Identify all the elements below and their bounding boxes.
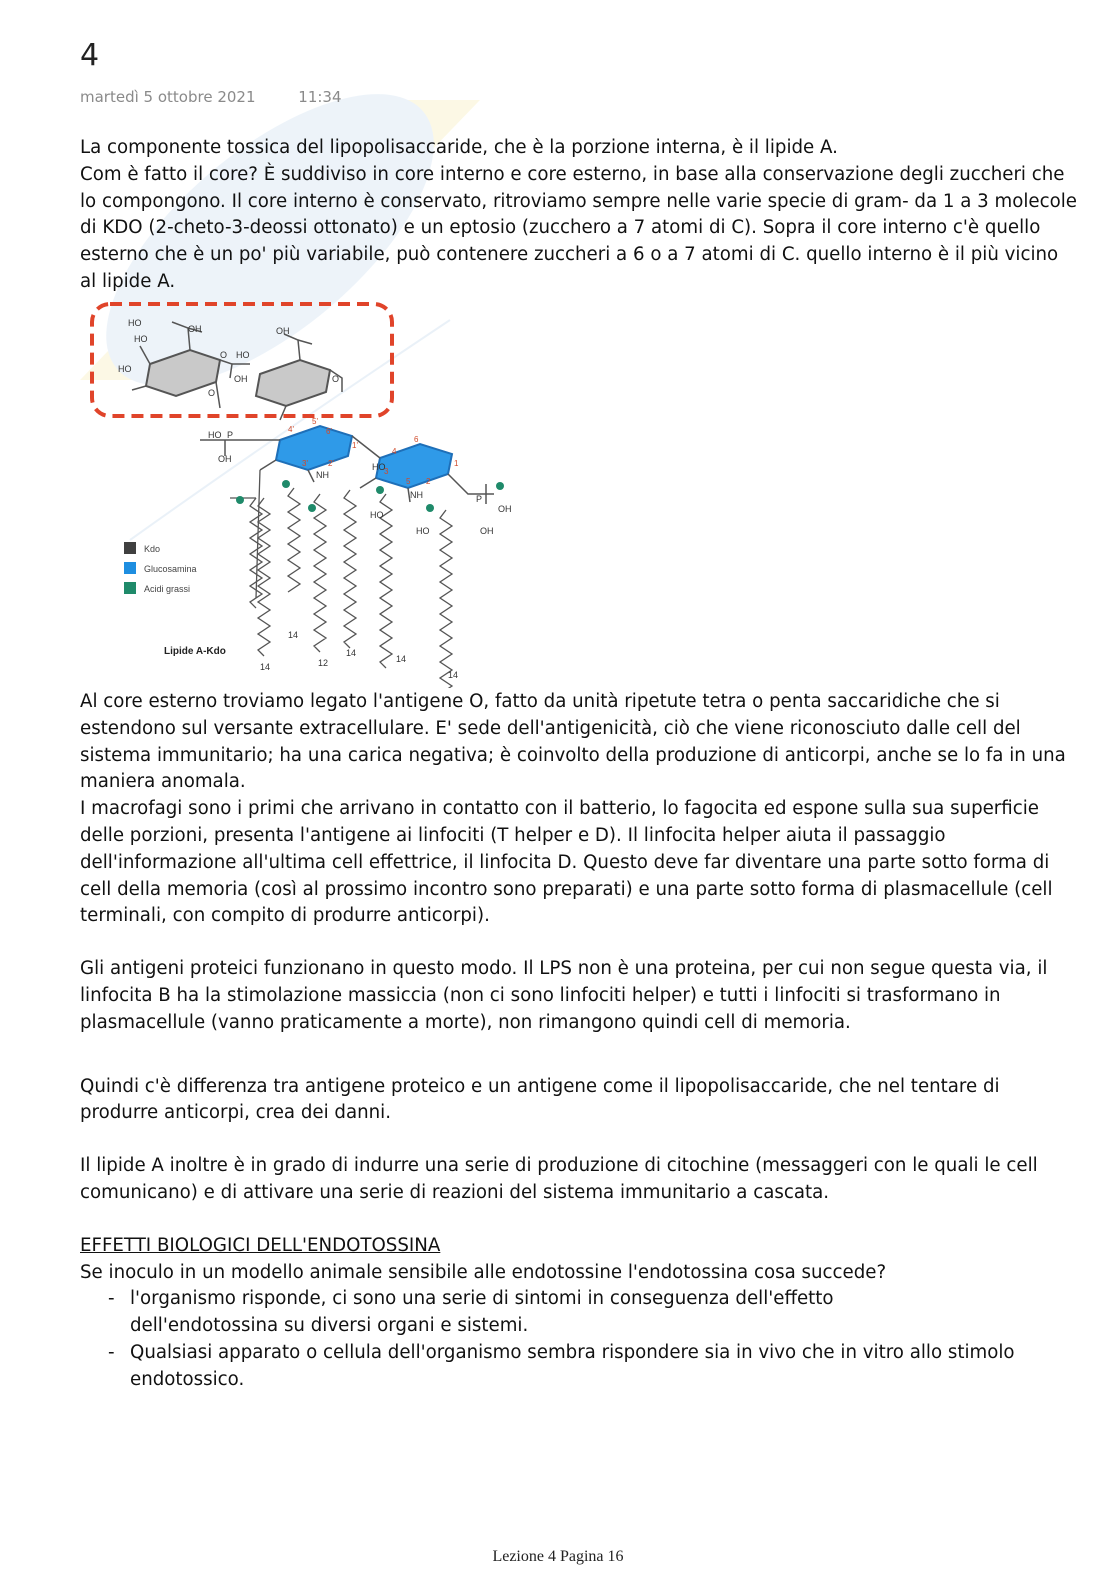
body-text	[80, 689, 1080, 1394]
atom-label: OH	[480, 526, 494, 536]
atom-label: O	[332, 374, 340, 384]
section-intro: Se inoculo in un modello animale sensibile alle endotossine l'endotossina cosa succede?	[80, 1261, 887, 1283]
atom-label: OH	[498, 504, 512, 514]
paragraph: La componente tossica del lipopolisaccaride, che è la porzione interna, è il lipide A.	[80, 137, 838, 158]
svg-text:HO: HO	[370, 510, 384, 520]
chain-length: 14	[396, 654, 407, 664]
legend-swatch	[124, 542, 136, 554]
paragraph: Il lipide A inoltre è in grado di indurre una serie di produzione di citochine (messaggeri con le quali le cell comunicano) e di attivare una serie di reazioni del sistema immunitario a cascata.	[80, 1155, 1038, 1203]
atom-label: P	[476, 494, 483, 504]
atom-label: HO	[208, 430, 222, 440]
svg-text:4: 4	[392, 447, 397, 456]
list-item: - l'organismo risponde, ci sono una serie di sintomi in conseguenza dell'effetto dell'endotossina su diversi organi e sistemi.	[80, 1286, 960, 1340]
svg-text:3: 3	[384, 467, 389, 476]
atom-label: HO	[118, 364, 132, 374]
legend-swatch	[124, 582, 136, 594]
svg-text:5: 5	[406, 477, 411, 486]
intro-text	[80, 135, 1080, 296]
chain-length: 14	[448, 670, 459, 680]
kdo-ring	[256, 360, 330, 406]
atom-label: HO	[128, 318, 142, 328]
svg-text:6: 6	[414, 435, 419, 444]
atom-label: OH	[188, 324, 202, 334]
atom-label: NH	[410, 490, 423, 500]
bullet-list	[80, 1286, 1080, 1393]
paragraph: I macrofagi sono i primi che arrivano in contatto con il batterio, lo fagocita ed espone sulla sua superficie delle porzioni, presenta l'antigene ai linfociti (T helper e D). Il linfocita helper aiuta il passaggio dell'informazione all'ultima cell effettrice, il linfocita D. Questo deve far diventare una parte sotto forma di cell della memoria (così al prossimo incontro sono preparati) e una parte sotto forma di plasmacellule (cell terminali, con compito di produrre anticorpi).	[80, 798, 1053, 927]
svg-text:1: 1	[454, 459, 459, 468]
glucosamine-ring	[376, 444, 452, 488]
date-label: martedì 5 ottobre 2021	[80, 88, 256, 106]
legend-label: Kdo	[144, 544, 161, 554]
list-item: - Qualsiasi apparato o cellula dell'organismo sembra rispondere sia in vivo che in vitro allo stimolo endotossico.	[80, 1340, 1080, 1394]
atom-label: P	[227, 430, 234, 440]
page-meta	[80, 88, 342, 106]
atom-label: HO	[236, 350, 250, 360]
chain-length: 14	[346, 648, 357, 658]
paragraph: Al core esterno troviamo legato l'antigene O, fatto da unità ripetute tetra o penta saccaridiche che si estendono sul versante extracellulare. E' sede dell'antigenicità, ciò che viene riconosciuto dalle cell del sistema immunitario; ha una carica negativa; è coinvolto della produzione di anticorpi, anche se lo fa in una maniera anomala.	[80, 691, 1066, 793]
page-footer: Lezione 4 Pagina 16	[492, 1548, 624, 1565]
lipid-a-kdo-diagram	[80, 298, 550, 688]
figure-caption: Lipide A-Kdo	[164, 646, 226, 657]
svg-text:4': 4'	[288, 425, 294, 434]
svg-text:6': 6'	[326, 427, 332, 436]
atom-label: HO	[134, 334, 148, 344]
time-label: 11:34	[298, 88, 342, 106]
svg-text:5': 5'	[312, 417, 318, 426]
atom-label: HO	[372, 462, 386, 472]
atom-label: O	[220, 350, 228, 360]
atom-label: NH	[316, 470, 329, 480]
section-heading: EFFETTI BIOLOGICI DELL'ENDOTOSSINA	[80, 1234, 441, 1256]
chain-length: 12	[318, 658, 329, 668]
svg-text:2': 2'	[328, 459, 334, 468]
atom-label: OH	[276, 326, 290, 336]
atom-label: O	[208, 388, 216, 398]
atom-label: OH	[234, 374, 248, 384]
figure-legend	[124, 542, 197, 594]
svg-text:1': 1'	[352, 441, 358, 450]
paragraph: Com è fatto il core? È suddiviso in core interno e core esterno, in base alla conservazione degli zuccheri che lo compongono. Il core interno è conservato, ritroviamo sempre nelle varie specie di gram- da 1 a 3 molecole di KDO (2-cheto-3-deossi ottonato) e un eptosio (zucchero a 7 atomi di C). Sopra il core interno c'è quello esterno che è un po' più variabile, può contenere zuccheri a 6 o a 7 atomi di C. quello interno è il più vicino al lipide A.	[80, 163, 1077, 292]
paragraph: Gli antigeni proteici funzionano in questo modo. Il LPS non è una proteina, per cui non segue questa via, il linfocita B ha la stimolazione massiccia (non ci sono linfociti helper) e tutti i linfociti si trasformano in plasmacellule (vanno praticamente a morte), non rimangono quindi cell di memoria.	[80, 958, 1048, 1033]
chain-length: 14	[288, 630, 299, 640]
svg-text:3': 3'	[302, 459, 308, 468]
svg-text:HO: HO	[416, 526, 430, 536]
page-number: 4	[80, 38, 100, 73]
legend-label: Acidi grassi	[144, 584, 191, 594]
svg-text:2: 2	[426, 477, 431, 486]
legend-label: Glucosamina	[144, 564, 197, 574]
paragraph: Quindi c'è differenza tra antigene proteico e un antigene come il lipopolisaccaride, che nel tentare di produrre anticorpi, crea dei danni.	[80, 1075, 1000, 1124]
legend-swatch	[124, 562, 136, 574]
chain-length: 14	[260, 662, 271, 672]
atom-label: OH	[218, 454, 232, 464]
